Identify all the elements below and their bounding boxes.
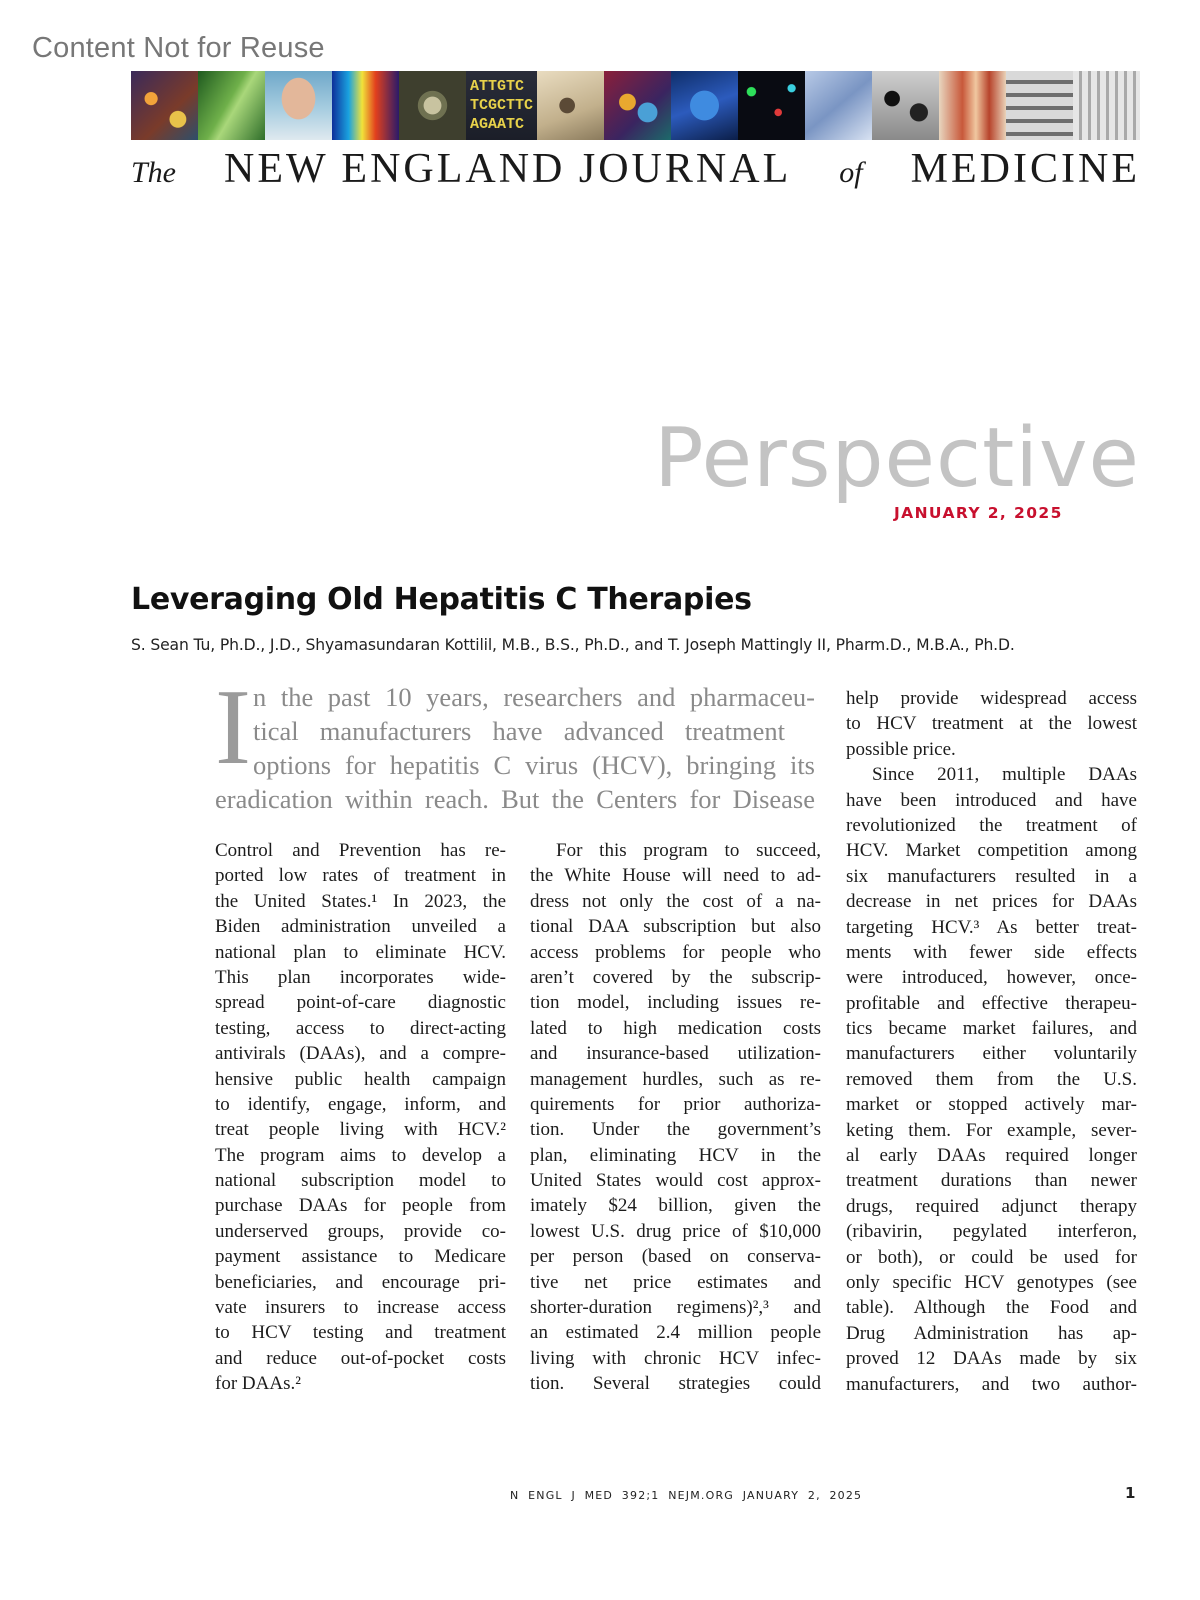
body-text-line: per person (based on conserva- <box>530 1246 821 1268</box>
body-text-line: six manufacturers resulted in a <box>846 865 1137 887</box>
lede-line: tical manufacturers have advanced treatment <box>253 716 785 746</box>
article-authors: S. Sean Tu, Ph.D., J.D., Shyamasundaran Kottilil, M.B., B.S., Ph.D., and T. Joseph Mattingly II, Pharm.D., M.B.A., Ph.D. <box>131 636 1015 654</box>
body-text-line: lated to high medication costs <box>530 1017 821 1039</box>
body-text-line: Drug Administration has ap- <box>846 1322 1137 1344</box>
body-text-line: tion. Under the government’s <box>530 1119 821 1141</box>
body-text-line: treatment durations than newer <box>846 1170 1137 1192</box>
journal-title-end: MEDICINE <box>910 146 1140 192</box>
body-text-line: profitable and effective therapeu- <box>846 992 1137 1014</box>
body-text-line: tics became market failures, and <box>846 1018 1137 1040</box>
body-text-line: Since 2011, multiple DAAs <box>872 764 1137 786</box>
body-text-line: decrease in net prices for DAAs <box>846 891 1137 913</box>
body-text-line: national plan to eliminate HCV. <box>215 941 506 963</box>
masthead-tile-fluorescence-image <box>738 71 805 140</box>
body-text-line: antivirals (DAAs), and a compre- <box>215 1043 506 1065</box>
body-text-line: tive net price estimates and <box>530 1271 821 1293</box>
body-text-line: revolutionized the treatment of <box>846 814 1137 836</box>
body-text-line: and insurance-based utilization- <box>530 1043 821 1065</box>
body-text-line: and reduce out-of-pocket costs <box>215 1347 506 1369</box>
body-column-2 <box>530 838 821 1397</box>
masthead-tile-column-image <box>1073 71 1140 140</box>
body-text-line: (ribavirin, pegylated interferon, <box>846 1221 1137 1243</box>
page-number: 1 <box>1125 1484 1136 1502</box>
masthead-tile-cells-image <box>805 71 872 140</box>
journal-title-the: The <box>131 156 176 189</box>
body-text-line: the White House will need to ad- <box>530 865 821 887</box>
body-text-line: imately $24 billion, given the <box>530 1195 821 1217</box>
body-text-line: lowest U.S. drug price of $10,000 <box>530 1220 821 1242</box>
body-text-line: plan, eliminating HCV in the <box>530 1144 821 1166</box>
body-text-line: tion. Several strategies could <box>530 1373 821 1395</box>
body-text-line: keting them. For example, sever- <box>846 1119 1137 1141</box>
masthead-tile-neuron-image <box>537 71 604 140</box>
masthead-tile-heatmap-image <box>332 71 399 140</box>
body-text-line: access problems for people who <box>530 941 821 963</box>
body-text-line: vate insurers to increase access <box>215 1297 506 1319</box>
journal-masthead-title <box>131 145 1140 197</box>
body-text-line: management hurdles, such as re- <box>530 1068 821 1090</box>
dna-line-2: TCGCTTC <box>470 97 534 114</box>
body-text-line: manufacturers, and two author- <box>846 1373 1137 1395</box>
body-text-line: al early DAAs required longer <box>846 1145 1137 1167</box>
body-text-line: have been introduced and have <box>846 789 1137 811</box>
footer-citation: N ENGL J MED 392;1 NEJM.ORG JANUARY 2, 2025 <box>510 1489 863 1502</box>
body-text-line: quirements for prior authoriza- <box>530 1093 821 1115</box>
body-text-line: help provide widespread access <box>846 688 1137 709</box>
body-text-line: United States would cost approx- <box>530 1170 821 1192</box>
body-text-line: treat people living with HCV.² <box>215 1119 506 1141</box>
body-text-line: underserved groups, provide co- <box>215 1220 506 1242</box>
masthead-tile-anatomy-image <box>939 71 1006 140</box>
body-text-line: shorter-duration regimens)²,³ and <box>530 1297 821 1319</box>
lede-line: options for hepatitis C virus (HCV), bringing its <box>253 750 815 780</box>
masthead-tile-bone-image <box>872 71 939 140</box>
dna-line-3: AGAATC <box>470 116 525 133</box>
masthead-tile-fossil-image <box>399 71 466 140</box>
lede-line: n the past 10 years, researchers and pharmaceu- <box>253 682 815 712</box>
body-text-line: testing, access to direct-acting <box>215 1017 506 1039</box>
journal-title-of: of <box>839 156 863 189</box>
dna-line-1: ATTGTC <box>470 78 525 95</box>
body-text-line: only specific HCV genotypes (see <box>846 1271 1137 1293</box>
body-text-line: living with chronic HCV infec- <box>530 1347 821 1369</box>
body-text-line: to HCV testing and treatment <box>215 1322 506 1344</box>
article-title: Leveraging Old Hepatitis C Therapies <box>131 582 752 617</box>
body-text-line: purchase DAAs for people from <box>215 1195 506 1217</box>
body-text-line: For this program to succeed, <box>556 840 821 861</box>
journal-title-main: NEW ENGLAND JOURNAL <box>224 146 792 192</box>
body-text-line: an estimated 2.4 million people <box>530 1322 821 1344</box>
body-text-line: for DAAs.² <box>215 1373 301 1395</box>
body-column-1 <box>215 838 506 1397</box>
body-text-line: hensive public health campaign <box>215 1068 506 1090</box>
body-text-line: spread point-of-care diagnostic <box>215 992 506 1014</box>
body-text-line: drugs, required adjunct therapy <box>846 1195 1137 1217</box>
masthead-image-strip <box>131 71 1140 140</box>
body-text-line: targeting HCV.³ As better treat- <box>846 916 1137 938</box>
body-text-line: HCV. Market competition among <box>846 840 1137 862</box>
body-text-line: dress not only the cost of a na- <box>530 890 821 912</box>
body-text-line: ments with fewer side effects <box>846 941 1137 963</box>
body-text-line: the United States.¹ In 2023, the <box>215 890 506 912</box>
body-text-line: proved 12 DAAs made by six <box>846 1348 1137 1370</box>
body-text-line: manufacturers either voluntarily <box>846 1043 1137 1065</box>
section-label: Perspective <box>654 411 1140 506</box>
body-text-line: tion model, including issues re- <box>530 992 821 1014</box>
body-text-line: possible price. <box>846 738 956 760</box>
body-text-line: tional DAA subscription but also <box>530 916 821 938</box>
masthead-tile-spine-image <box>1006 71 1073 140</box>
body-text-line: Control and Prevention has re- <box>215 840 506 861</box>
body-text-line: or both), or could be used for <box>846 1246 1137 1268</box>
watermark-text: Content Not for Reuse <box>32 32 325 64</box>
body-text-line: removed them from the U.S. <box>846 1068 1137 1090</box>
body-text-line: table). Although the Food and <box>846 1297 1137 1319</box>
lede-line: eradication within reach. But the Centers for Disease <box>215 784 815 814</box>
lede-dropcap: I <box>215 668 251 787</box>
body-text-line: beneficiaries, and encourage pri- <box>215 1271 506 1293</box>
body-text-line: national subscription model to <box>215 1170 506 1192</box>
body-text-line: were introduced, however, once- <box>846 967 1137 989</box>
body-text-line: payment assistance to Medicare <box>215 1246 506 1268</box>
masthead-tile-molecule-image <box>604 71 671 140</box>
body-text-line: market or stopped actively mar- <box>846 1094 1137 1116</box>
body-text-line: aren’t covered by the subscrip- <box>530 966 821 988</box>
body-text-line: to identify, engage, inform, and <box>215 1093 506 1115</box>
body-column-3 <box>846 686 1137 1397</box>
body-text-line: The program aims to develop a <box>215 1144 506 1166</box>
issue-date: JANUARY 2, 2025 <box>894 504 1063 522</box>
masthead-tile-leaf-image <box>198 71 265 140</box>
masthead-tile-dna-image <box>466 71 537 140</box>
masthead-tile-blue-organism-image <box>671 71 738 140</box>
body-text-line: to HCV treatment at the lowest <box>846 713 1137 735</box>
body-text-line: ported low rates of treatment in <box>215 865 506 887</box>
masthead-tile-cell-image <box>131 71 198 140</box>
body-text-line: This plan incorporates wide- <box>215 966 506 988</box>
masthead-tile-surgeon-image <box>265 71 332 140</box>
body-text-line: Biden administration unveiled a <box>215 916 506 938</box>
